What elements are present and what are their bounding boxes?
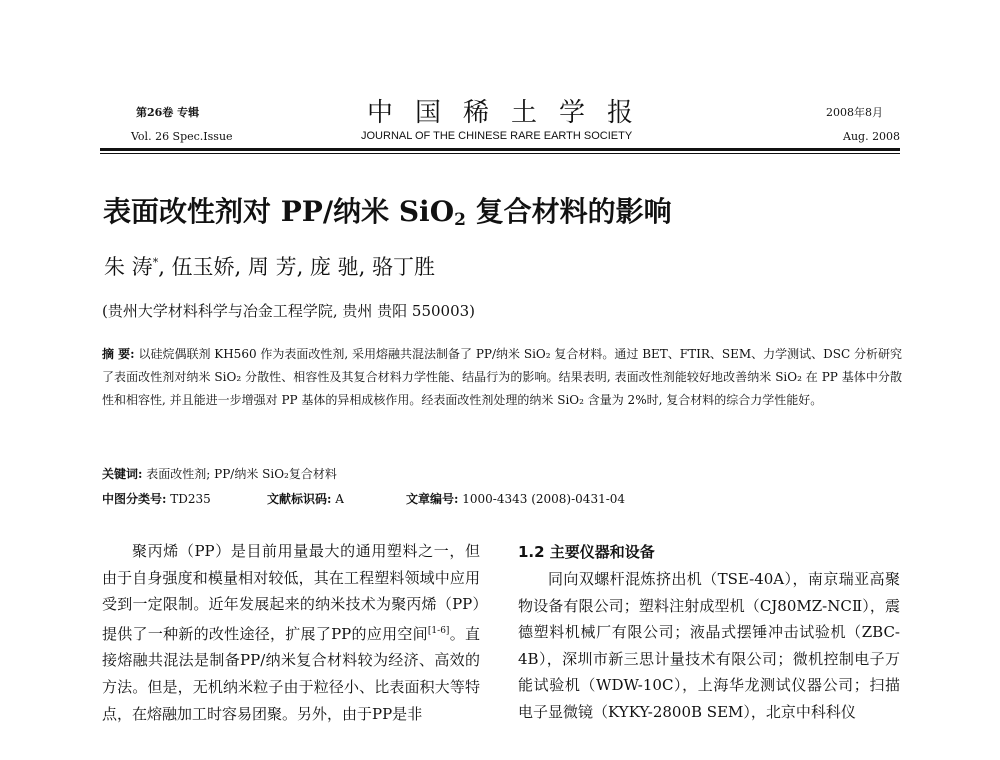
journal-title-cn: 中国稀土学报 (367, 98, 656, 128)
equipment-column (518, 566, 900, 726)
author-rest: , 伍玉娇, 周 芳, 庞 驰, 骆丁胜 (158, 255, 435, 279)
journal-title-en: JOURNAL OF THE CHINESE RARE EARTH SOCIETY (361, 130, 633, 142)
abstract-text: 以硅烷偶联剂 KH560 作为表面改性剂, 采用熔融共混法制备了 PP/纳米 SiO₂ 复合材料。通过 BET、FTIR、SEM、力学测试、DSC 分析研究了表面改性剂对纳米 SiO₂ 分散性、相容性及其复合材料力学性能、结晶行为的影响。结果表明, 表面改性剂能较好地改善纳米 SiO₂ 在 PP 基体中分散性和相容性, 并且能进一步增强对 PP 基体的异相成核作用。经表面改性剂处理的纳米 SiO₂ 含量为 2%时, 复合材料的综合力学性能好。 (102, 347, 902, 407)
document-code (267, 490, 344, 507)
volume-issue-en: Vol. 26 Spec.Issue (131, 130, 233, 143)
volume-issue-cn: 第26卷 专辑 (136, 106, 200, 119)
equipment-paragraph: 同向双螺杆混炼挤出机（TSE-40A），南京瑞亚高聚物设备有限公司；塑料注射成型机（CJ80MZ-NCⅡ），震德塑料机械厂有限公司；液晶式摆锤冲击试验机（ZBC-4B），深圳市新三思计量技术有限公司；微机控制电子万能试验机（WDW-10C），上海华龙测试仪器公司；扫描电子显微镜（KYKY-2800B SEM），北京中科科仪 (518, 570, 900, 721)
intro-text-b: 。直接熔融共混法是制备PP/纳米复合材料较为经济、高效的方法。但是，无机纳米粒子由于粒径小、比表面积大等特点，在熔融加工时容易团聚。另外，由于PP是非 (102, 624, 480, 723)
keywords (102, 465, 337, 482)
section-heading: 1.2 主要仪器和设备 (518, 543, 655, 561)
title-main: 表面改性剂对 PP/纳米 SiO (103, 195, 455, 228)
issue-date-en: Aug. 2008 (843, 130, 901, 143)
author-first: 朱 涛 (104, 255, 153, 279)
citation: [1-6] (427, 625, 450, 636)
abstract-label: 摘 要: (102, 347, 135, 361)
affiliation: (贵州大学材料科学与冶金工程学院, 贵州 贵阳 550003) (102, 302, 476, 320)
header-rule-thick (100, 148, 900, 151)
article-title (103, 190, 672, 230)
clc-number (102, 490, 211, 507)
intro-paragraph (102, 538, 480, 727)
article-number (406, 490, 625, 507)
abstract (102, 343, 902, 412)
title-subscript: 2 (454, 210, 466, 230)
keywords-text: 表面改性剂; PP/纳米 SiO₂复合材料 (146, 467, 337, 481)
corresponding-mark: * (152, 256, 159, 269)
clc-label: 中图分类号: (102, 492, 167, 506)
article-number-label: 文章编号: (406, 492, 459, 506)
article-number-value: 1000-4343 (2008)-0431-04 (462, 492, 626, 506)
keywords-label: 关键词: (102, 467, 143, 481)
doc-code-label: 文献标识码: (267, 492, 332, 506)
issue-date-cn: 2008年8月 (826, 106, 883, 119)
intro-column (102, 538, 480, 727)
title-end: 复合材料的影响 (465, 195, 672, 228)
doc-code-value: A (335, 492, 344, 506)
author-list (104, 251, 435, 281)
clc-value: TD235 (170, 492, 211, 506)
header-rule-thin (100, 153, 900, 154)
intro-text-a: 聚丙烯（PP）是目前用量最大的通用塑料之一，但由于自身强度和模量相对较低，其在工程塑料领域中应用受到一定限制。近年发展起来的纳米技术为聚丙烯（PP）提供了一种新的改性途径，扩展了PP的应用空间 (102, 542, 480, 643)
